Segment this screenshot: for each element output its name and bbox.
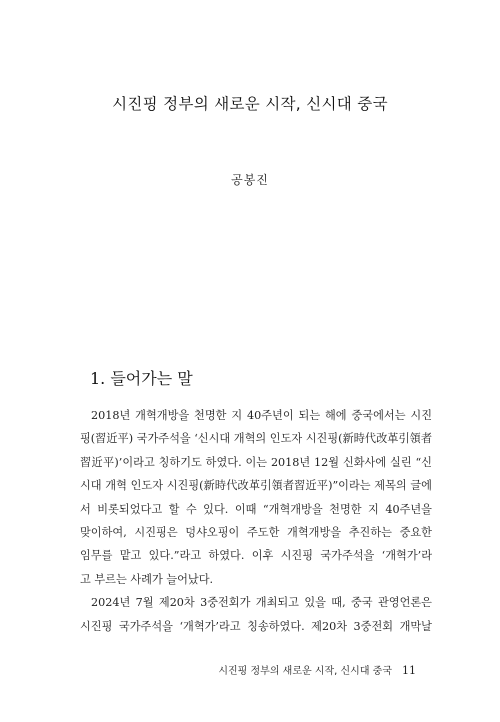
body-line: 핑(習近平) 국가주석을 ‘신시대 개혁의 인도자 시진핑(新時代改革引領者: [80, 432, 432, 446]
page-footer: [218, 662, 416, 677]
page-title: 시진핑 정부의 새로운 시작, 신시대 중국: [112, 95, 388, 113]
body-line: 서 비롯되었다고 할 수 있다. 이때 “개혁개방을 천명한 지 40주년을: [80, 502, 432, 516]
body-line: 2024년 7월 제20차 3중전회가 개최되고 있을 때, 중국 관영언론은: [91, 596, 432, 610]
body-line: 시대 개혁 인도자 시진핑(新時代改革引領者習近平)”이라는 제목의 글에: [80, 479, 432, 493]
body-line: 고 부르는 사례가 늘어났다.: [80, 572, 214, 586]
body-line: 임무를 맡고 있다.”라고 하였다. 이후 시진핑 국가주석을 ‘개혁가’라: [80, 549, 432, 563]
body-text: [80, 404, 432, 638]
body-line: 習近平)’이라고 칭하기도 하였다. 이는 2018년 12월 신화사에 실린 “신: [80, 455, 432, 469]
body-line: 맞이하여, 시진핑은 덩샤오핑이 주도한 개혁개방을 추진하는 중요한: [80, 525, 432, 539]
body-line: 2018년 개혁개방을 천명한 지 40주년이 되는 해에 중국에서는 시진: [91, 409, 432, 422]
author-name: 공봉진: [231, 173, 269, 187]
section-heading: 1. 들어가는 말: [90, 369, 193, 388]
running-title: 시진핑 정부의 새로운 시작, 신시대 중국: [218, 666, 392, 677]
page-number: 11: [402, 664, 416, 677]
body-line: 시진핑 국가주석을 ‘개혁가’라고 칭송하였다. 제20차 3중전회 개막날: [80, 619, 432, 633]
